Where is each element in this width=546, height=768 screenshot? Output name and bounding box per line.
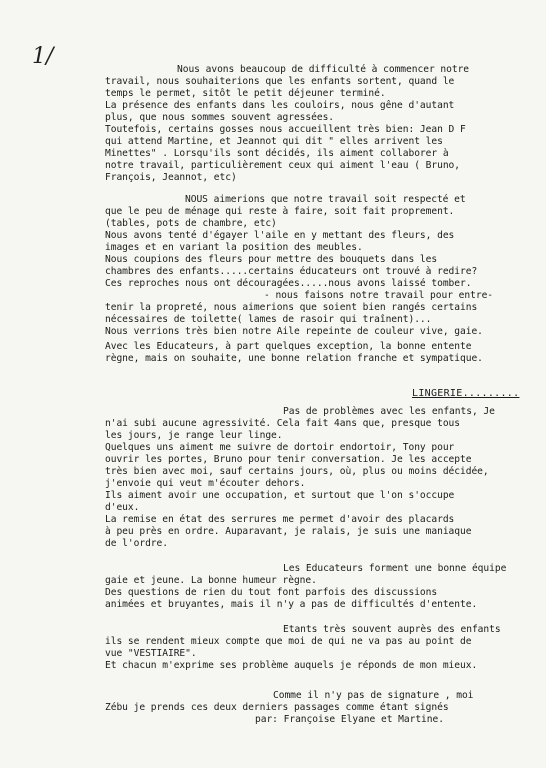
paragraph-line: Pas de problèmes avec les enfants, Je — [283, 406, 495, 417]
paragraph-line: de l'ordre. — [105, 538, 168, 549]
paragraph-line: règne, mais on souhaite, une bonne relation franche et sympatique. — [105, 353, 483, 364]
paragraph-line: - nous faisons notre travail pour entre- — [264, 290, 494, 301]
paragraph-line: (tables, pots de chambre, etc) — [105, 218, 277, 229]
paragraph-line: à peu près en ordre. Auparavant, je ralais, je suis une maniaque — [105, 526, 472, 537]
paragraph-line: par: Françoise Elyane et Martine. — [255, 714, 444, 725]
paragraph-line: Nous verrions très bien notre Aile repeinte de couleur vive, gaie. — [105, 326, 483, 337]
paragraph-line: que le peu de ménage qui reste à faire, soit fait proprement. — [105, 206, 455, 217]
paragraph-line: très bien avec moi, sauf certains jours, où, plus ou moins décidée, j'envoie qui veut m'écouter dehors. — [105, 466, 489, 489]
paragraph-line: ils se rendent mieux compte que moi de qui ne va pas au point de — [105, 636, 472, 647]
paragraph-line: ouvrir les portes, Bruno pour tenir conversation. Je les accepte — [105, 454, 472, 465]
paragraph-line: Ces reproches nous ont découragées.....nous avons laissé tomber. — [105, 278, 472, 289]
page-mark: 1/ — [32, 44, 54, 69]
paragraph-line: Et chacun m'exprime ses problème auquels je réponds de mon mieux. — [105, 660, 478, 671]
paragraph-line: vue "VESTIAIRE". — [105, 648, 197, 659]
paragraph-line: les jours, je range leur linge. — [105, 430, 283, 441]
paragraph-line: gaie et jeune. La bonne humeur règne. — [105, 575, 317, 586]
paragraph-line: Nous avons tenté d'égayer l'aile en y mettant des fleurs, des — [105, 230, 455, 241]
paragraph-line: Ils aiment avoir une occupation, et surtout que l'on s'occupe — [105, 490, 455, 501]
paragraph-line: travail, nous souhaiterions que les enfants sortent, quand le — [105, 76, 455, 87]
paragraph-line: tenir la propreté, nous aimerions que soient bien rangés certains — [105, 302, 478, 313]
paragraph-line: temps le permet, sitôt le petit déjeuner terminé. — [105, 88, 386, 99]
paragraph-line: chambres des enfants.....certains éducateurs ont trouvé à redire? — [105, 266, 478, 277]
paragraph-line: Nous coupions des fleurs pour mettre des bouquets dans les — [105, 254, 438, 265]
paragraph-line: n'ai subi aucune agressivité. Cela fait 4ans que, presque tous — [105, 418, 461, 429]
paragraph-line: Comme il n'y pas de signature , moi — [273, 690, 474, 701]
paragraph-line: Nous avons beaucoup de difficulté à commencer notre — [177, 64, 470, 75]
paragraph-line: Toutefois, certains gosses nous accueillent très bien: Jean D F — [105, 124, 466, 135]
paragraph-line: François, Jeannot, etc) — [105, 172, 237, 183]
paragraph-line: NOUS aimerions que notre travail soit respecté et — [185, 194, 466, 205]
paragraph-line: La présence des enfants dans les couloirs, nous gêne d'autant — [105, 100, 455, 111]
paragraph-line: Des questions de rien du tout font parfois des discussions — [105, 587, 438, 598]
paragraph-line: Quelques uns aiment me suivre de dortoir endortoir, Tony pour — [105, 442, 455, 453]
paragraph-line: d'eux. — [105, 502, 140, 513]
paragraph-line: images et en variant la position des meubles. — [105, 242, 363, 253]
paragraph-line: Les Educateurs forment une bonne équipe — [283, 563, 507, 574]
paragraph-line: nécessaires de toilette( lames de rasoir qui traînent)... — [105, 314, 432, 325]
paragraph-line: plus, que nous sommes souvent agressées. — [105, 112, 335, 123]
section-heading-lingerie: LINGERIE......... — [412, 388, 520, 399]
paragraph-line: Minettes" . Lorsqu'ils sont décidés, ils aiment collaborer à — [105, 148, 449, 159]
paragraph-line: Etants très souvent auprès des enfants — [283, 624, 501, 635]
paragraph-line: qui attend Martine, et Jeannot qui dit " elles arrivent les — [105, 136, 443, 147]
paragraph-line: notre travail, particulièrement ceux qui aiment l'eau ( Bruno, — [105, 160, 461, 171]
paragraph-line: animées et bruyantes, mais il n'y a pas de difficultés d'entente. — [105, 599, 478, 610]
paragraph-line: La remise en état des serrures me permet d'avoir des placards — [105, 514, 455, 525]
paragraph-line: Zébu je prends ces deux derniers passages comme étant signés — [105, 702, 449, 713]
paragraph-line: Avec les Educateurs, à part quelques exception, la bonne entente — [105, 341, 472, 352]
